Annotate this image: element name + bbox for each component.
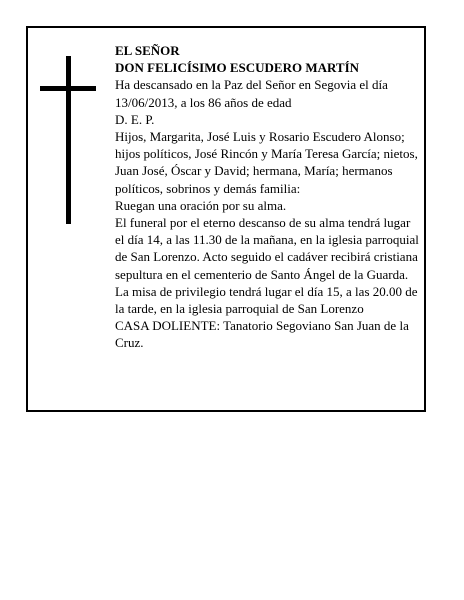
family-list: Hijos, Margarita, José Luis y Rosario Escudero Alonso; hijos políticos, José Rincón y María Teresa García; nietos, Juan José, Óscar y David; hermana, María; hermanos políticos, sobrinos y demás familia: [115,129,418,196]
cross-vertical-bar [66,56,71,224]
funeral-details: El funeral por el eterno descanso de su alma tendrá lugar el día 14, a las 11.30 de la mañana, en la iglesia parroquial de San Lorenzo. Acto seguido el cadáver recibirá cristiana sepultura en el cementerio de Santo Ángel de la Guarda. La misa de privilegio tendrá lugar el día 15, a las 20.00 de la tarde, en la iglesia parroquial de San Lorenzo [115,215,419,317]
obituary-notice [26,26,426,412]
heading-line-1: EL SEÑOR [115,43,180,58]
prayer-request: Ruegan una oración por su alma. [115,197,287,213]
deceased-name: DON FELICÍSIMO ESCUDERO MARTÍN [115,60,360,76]
mourning-house: CASA DOLIENTE: Tanatorio Segoviano San Juan de la Cruz. [115,318,409,351]
cross-icon [40,56,96,224]
death-announcement: Ha descansado en la Paz del Señor en Segovia el día 13/06/2013, a los 86 años de edad [115,77,388,110]
obituary-text [115,42,422,352]
cross-horizontal-bar [40,86,96,91]
rest-in-peace: D. E. P. [115,111,155,127]
